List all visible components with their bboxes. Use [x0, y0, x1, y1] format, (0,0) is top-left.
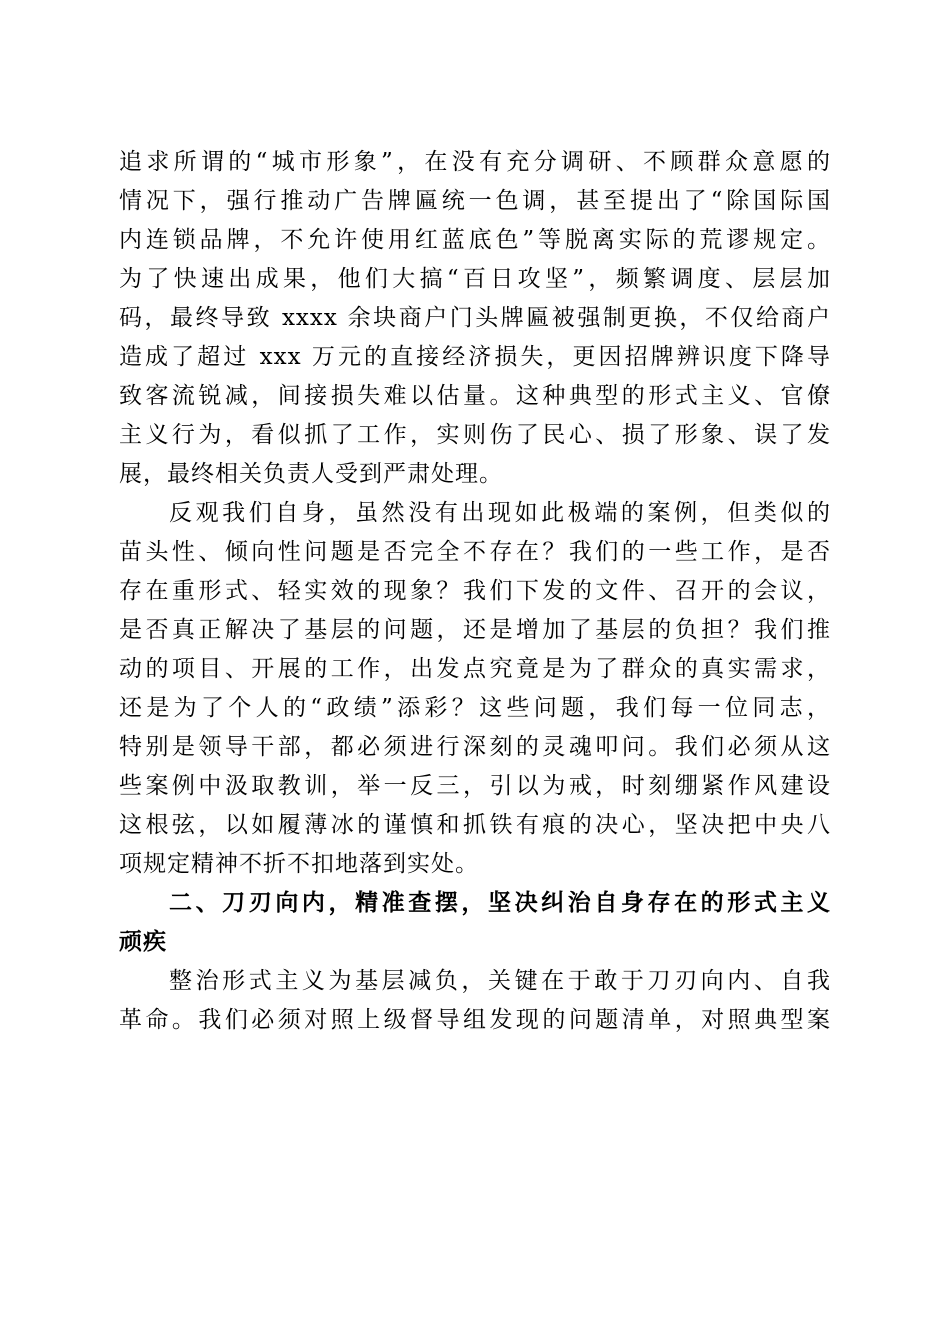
text-line: 情况下，强行推动广告牌匾统一色调，甚至提出了“除国际国	[119, 188, 831, 214]
text-line: 反观我们自身，虽然没有出现如此极端的案例，但类似的	[169, 500, 831, 526]
text-line: 码，最终导致 xxxx 余块商户门头牌匾被强制更换，不仅给商户	[119, 305, 831, 331]
paragraph-2	[119, 494, 831, 884]
text-line: 特别是领导干部，都必须进行深刻的灵魂叩问。我们必须从这	[119, 734, 831, 760]
heading-line: 二、刀刃向内，精准查摆，坚决纠治自身存在的形式主义	[169, 890, 831, 916]
text-line: 苗头性、倾向性问题是否完全不存在？我们的一些工作，是否	[119, 539, 831, 565]
text-line: 革命。我们必须对照上级督导组发现的问题清单，对照典型案	[119, 1007, 831, 1033]
text-line: 动的项目、开展的工作，出发点究竟是为了群众的真实需求，	[119, 656, 831, 682]
paragraph-1	[119, 143, 831, 494]
paragraph-3	[119, 962, 831, 1040]
text-line: 造成了超过 xxx 万元的直接经济损失，更因招牌辨识度下降导	[119, 344, 831, 370]
text-line: 内连锁品牌，不允许使用红蓝底色”等脱离实际的荒谬规定。	[119, 227, 831, 253]
heading-line: 顽疾	[119, 929, 167, 955]
text-line: 是否真正解决了基层的问题，还是增加了基层的负担？我们推	[119, 617, 831, 643]
text-line: 这根弦，以如履薄冰的谨慎和抓铁有痕的决心，坚决把中央八	[119, 812, 831, 838]
text-line: 展，最终相关负责人受到严肃处理。	[119, 461, 503, 487]
text-line: 存在重形式、轻实效的现象？我们下发的文件、召开的会议，	[119, 578, 831, 604]
text-line: 主义行为，看似抓了工作，实则伤了民心、损了形象、误了发	[119, 422, 831, 448]
text-line: 些案例中汲取教训，举一反三，引以为戒，时刻绷紧作风建设	[119, 773, 831, 799]
text-line: 还是为了个人的“政绩”添彩？这些问题，我们每一位同志，	[119, 695, 831, 721]
text-line: 整治形式主义为基层减负，关键在于敢于刀刃向内、自我	[169, 968, 831, 994]
text-line: 致客流锐减，间接损失难以估量。这种典型的形式主义、官僚	[119, 383, 831, 409]
document-body	[119, 143, 831, 1040]
section-heading	[119, 884, 831, 962]
text-line: 追求所谓的“城市形象”，在没有充分调研、不顾群众意愿的	[119, 149, 831, 175]
text-line: 项规定精神不折不扣地落到实处。	[119, 851, 479, 877]
text-line: 为了快速出成果，他们大搞“百日攻坚”，频繁调度、层层加	[119, 266, 831, 292]
